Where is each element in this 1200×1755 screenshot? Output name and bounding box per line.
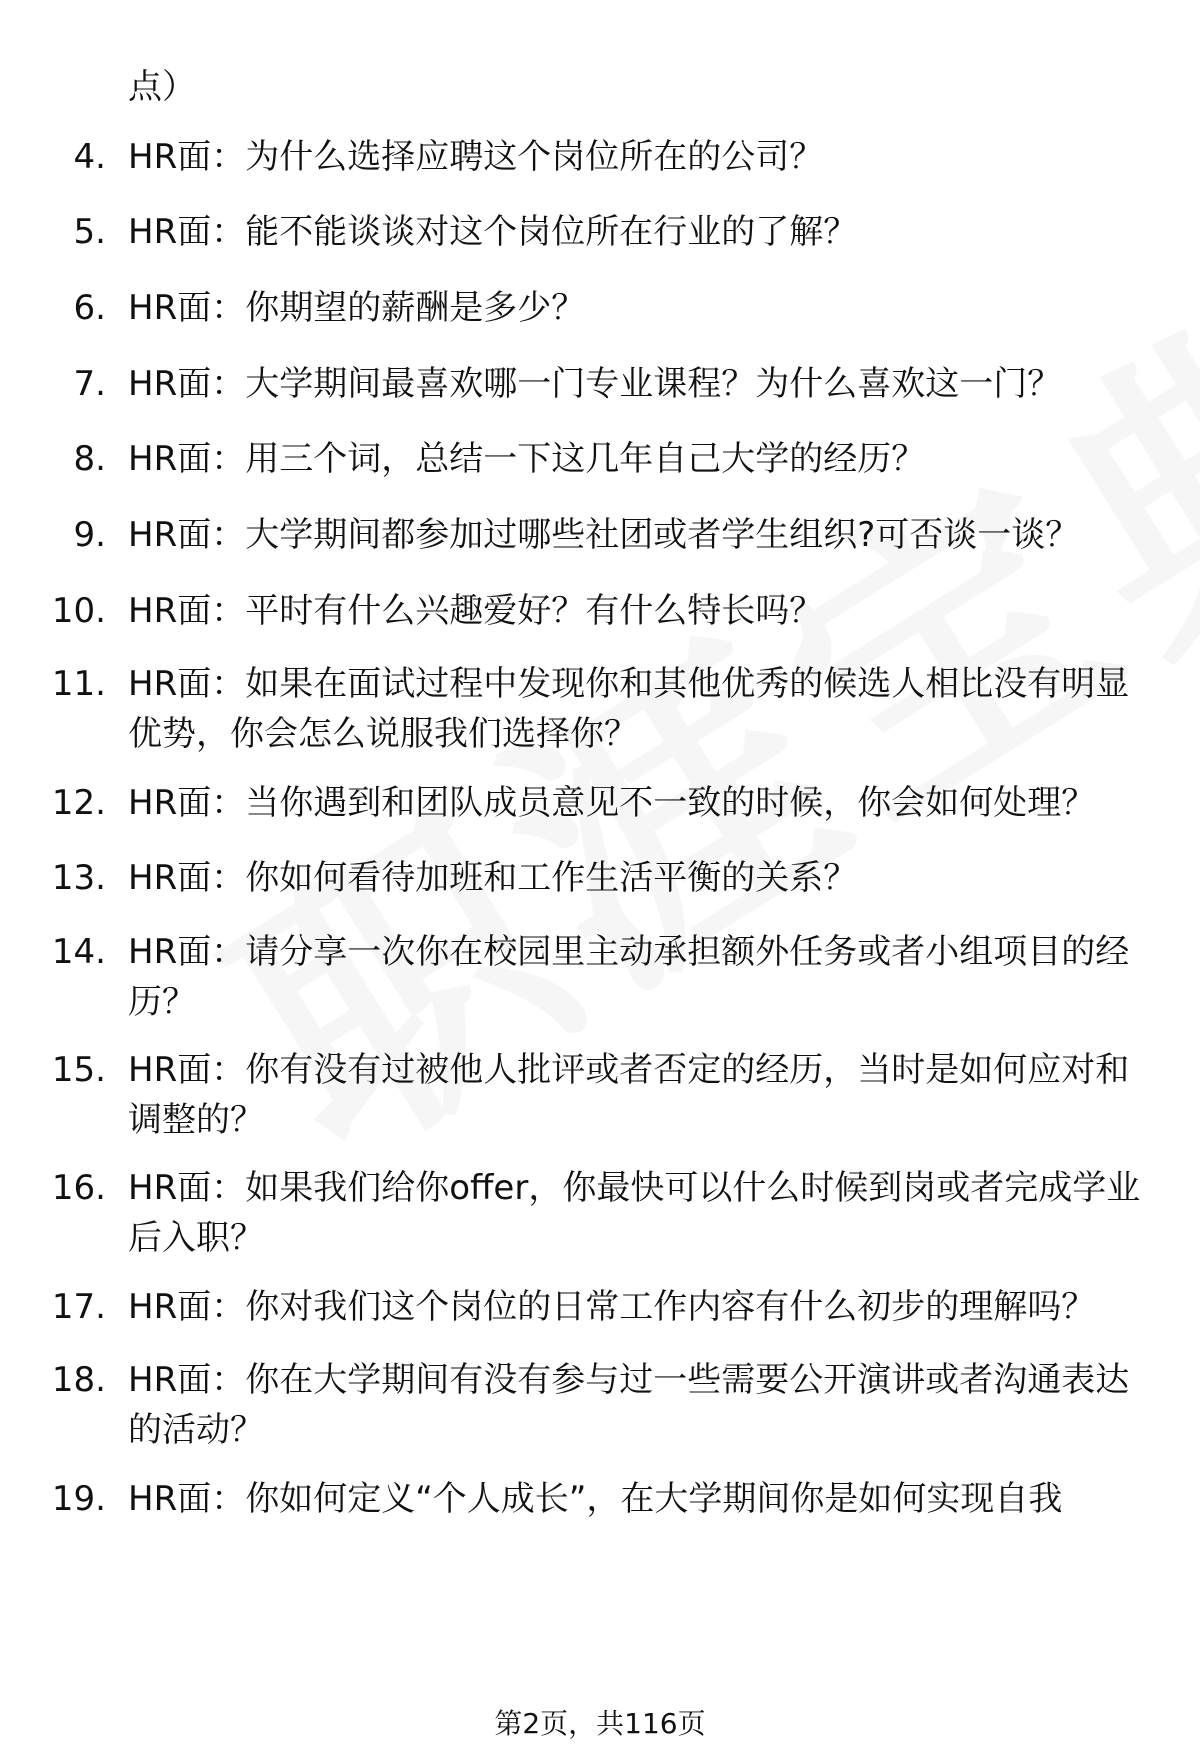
question-text: HR面：你如何定义“个人成长”，在大学期间你是如何实现自我	[128, 1479, 1063, 1519]
question-number: 6.	[73, 288, 106, 328]
question-text: HR面：你如何看待加班和工作生活平衡的关系？	[128, 858, 858, 898]
question-text: HR面：为什么选择应聘这个岗位所在的公司？	[128, 137, 824, 177]
question-text: HR面：用三个词，总结一下这几年自己大学的经历？	[128, 439, 926, 479]
question-text: HR面：大学期间都参加过哪些社团或者学生组织?可否谈一谈？	[128, 515, 1080, 555]
question-number: 9.	[73, 515, 106, 555]
question-text: HR面：如果我们给你offer，你最快可以什么时候到岗或者完成学业后入职？	[128, 1168, 1141, 1258]
question-text: HR面：能不能谈谈对这个岗位所在行业的了解？	[128, 212, 858, 252]
question-text: HR面：你在大学期间有没有参与过一些需要公开演讲或者沟通表达的活动？	[128, 1360, 1130, 1450]
question-number: 4.	[73, 137, 106, 177]
question-number: 12.	[51, 783, 106, 823]
question-number: 8.	[73, 439, 106, 479]
question-number: 5.	[73, 212, 106, 252]
question-number: 19.	[51, 1479, 106, 1519]
question-text: HR面：平时有什么兴趣爱好？有什么特长吗？	[128, 591, 824, 631]
question-number: 10.	[51, 591, 106, 631]
question-number: 16.	[51, 1168, 106, 1208]
question-text: HR面：你期望的薪酬是多少？	[128, 288, 586, 328]
question-text: HR面：请分享一次你在校园里主动承担额外任务或者小组项目的经历？	[128, 932, 1130, 1022]
question-text: HR面：你对我们这个岗位的日常工作内容有什么初步的理解吗？	[128, 1287, 1096, 1327]
question-text: HR面：你有没有过被他人批评或者否定的经历，当时是如何应对和调整的？	[128, 1050, 1130, 1140]
question-number: 15.	[51, 1050, 106, 1090]
question-number: 7.	[73, 364, 106, 404]
question-number: 17.	[51, 1287, 106, 1327]
question-number: 14.	[51, 932, 106, 972]
question-number: 11.	[51, 664, 106, 704]
question-text: HR面：当你遇到和团队成员意见不一致的时候，你会如何处理？	[128, 783, 1096, 823]
question-number: 13.	[51, 858, 106, 898]
page-footer: 第2页，共116页	[494, 1707, 706, 1740]
question-number: 18.	[51, 1360, 106, 1400]
question-text: HR面：大学期间最喜欢哪一门专业课程？为什么喜欢这一门？	[128, 364, 1062, 404]
continued-text: 点）	[128, 67, 196, 107]
question-text: HR面：如果在面试过程中发现你和其他优秀的候选人相比没有明显优势，你会怎么说服我们选择你？	[128, 664, 1130, 754]
